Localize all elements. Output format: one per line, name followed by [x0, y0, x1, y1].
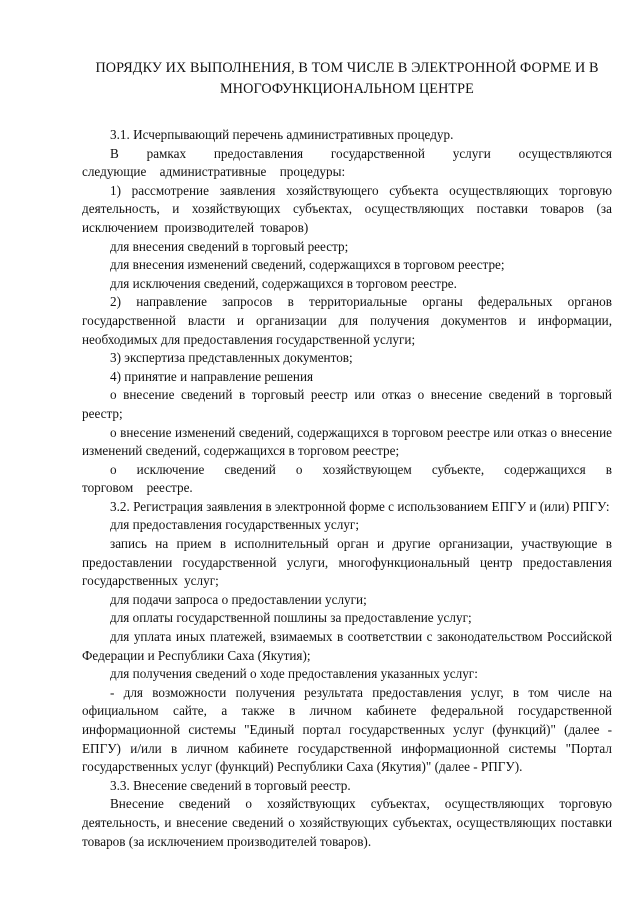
paragraph: Внесение сведений о хозяйствующих субъектах, осуществляющих торговую деятельность, и внесение сведений о хозяйствующих субъектах, осуществляющих поставки товаров (за исключением производителей товаров). — [82, 796, 612, 849]
list-subitem: для уплата иных платежей, взимаемых в соответствии с законодательством Российской Федерации и Республики Саха (Якутия); — [82, 629, 612, 663]
list-subitem: запись на прием в исполнительный орган и другие организации, участвующие в предоставлении государственной услуги, многофункциональный центр предоставления государственных услуг; — [82, 536, 612, 589]
paragraph-3-1: 3.1. Исчерпывающий перечень административных процедур. — [110, 127, 454, 142]
list-subitem: о внесение изменений сведений, содержащихся в торговом реестре или отказ о внесение изменений сведений, содержащихся в торговом реестре; — [82, 424, 612, 459]
paragraph-3-3: 3.3. Внесение сведений в торговый реестр. — [110, 777, 351, 793]
list-subitem: о внесение сведений в торговый реестр или отказ о внесение сведений в торговый реестр; — [82, 387, 612, 421]
section-heading — [82, 58, 612, 100]
paragraph-procedures-intro: В рамках предоставления государственной услуги осуществляются следующие административные процедуры: — [82, 145, 612, 180]
list-subitem: для оплаты государственной пошлины за предоставление услуг; — [110, 610, 472, 626]
list-subitem: для внесения изменений сведений, содержащихся в торговом реестре; — [110, 257, 505, 273]
list-subitem: для подачи запроса о предоставлении услуги; — [110, 591, 367, 607]
list-item-2: 2) направление запросов в территориальные органы федеральных органов государственной власти и организации для получения документов и информации, необходимых для предоставления государственной услуги; — [82, 294, 612, 347]
heading-line-1: ПОРЯДКУ ИХ ВЫПОЛНЕНИЯ, В ТОМ ЧИСЛЕ В ЭЛЕКТРОННОЙ ФОРМЕ И В — [95, 60, 599, 76]
list-subitem: о исключение сведений о хозяйствующем субъекте, содержащихся в торговом реестре. — [82, 461, 612, 496]
list-subitem: для получения сведений о ходе предоставления указанных услуг: — [110, 666, 478, 682]
list-item-3: 3) экспертиза представленных документов; — [110, 350, 353, 366]
list-subitem: для предоставления государственных услуг; — [110, 517, 359, 533]
document-body — [82, 126, 612, 851]
list-subitem: для внесения сведений в торговый реестр; — [110, 238, 349, 254]
heading-line-2: МНОГОФУНКЦИОНАЛЬНОМ ЦЕНТРЕ — [220, 81, 474, 97]
list-item-1: 1) рассмотрение заявления хозяйствующего субъекта осуществляющих торговую деятельность, и хозяйствующих субъектах, осуществляющих поставки товаров (за исключением производителей товаров) — [82, 182, 612, 235]
list-subitem: - для возможности получения результата предоставления услуг, в том числе на официальном сайте, а также в личном кабинете федеральной государственной информационной системы "Единый портал государственных услуг (функций)" (далее - ЕПГУ) и/или в личном кабинете государственной информационной системы "Портал государственных услуг (функций) Республики Саха (Якутия)" (далее - РПГУ). — [82, 684, 612, 775]
list-subitem: для исключения сведений, содержащихся в торговом реестре. — [110, 275, 457, 291]
paragraph-3-2: 3.2. Регистрация заявления в электронной форме с использованием ЕПГУ и (или) РПГУ: — [110, 498, 610, 514]
list-item-4: 4) принятие и направление решения — [110, 368, 314, 384]
